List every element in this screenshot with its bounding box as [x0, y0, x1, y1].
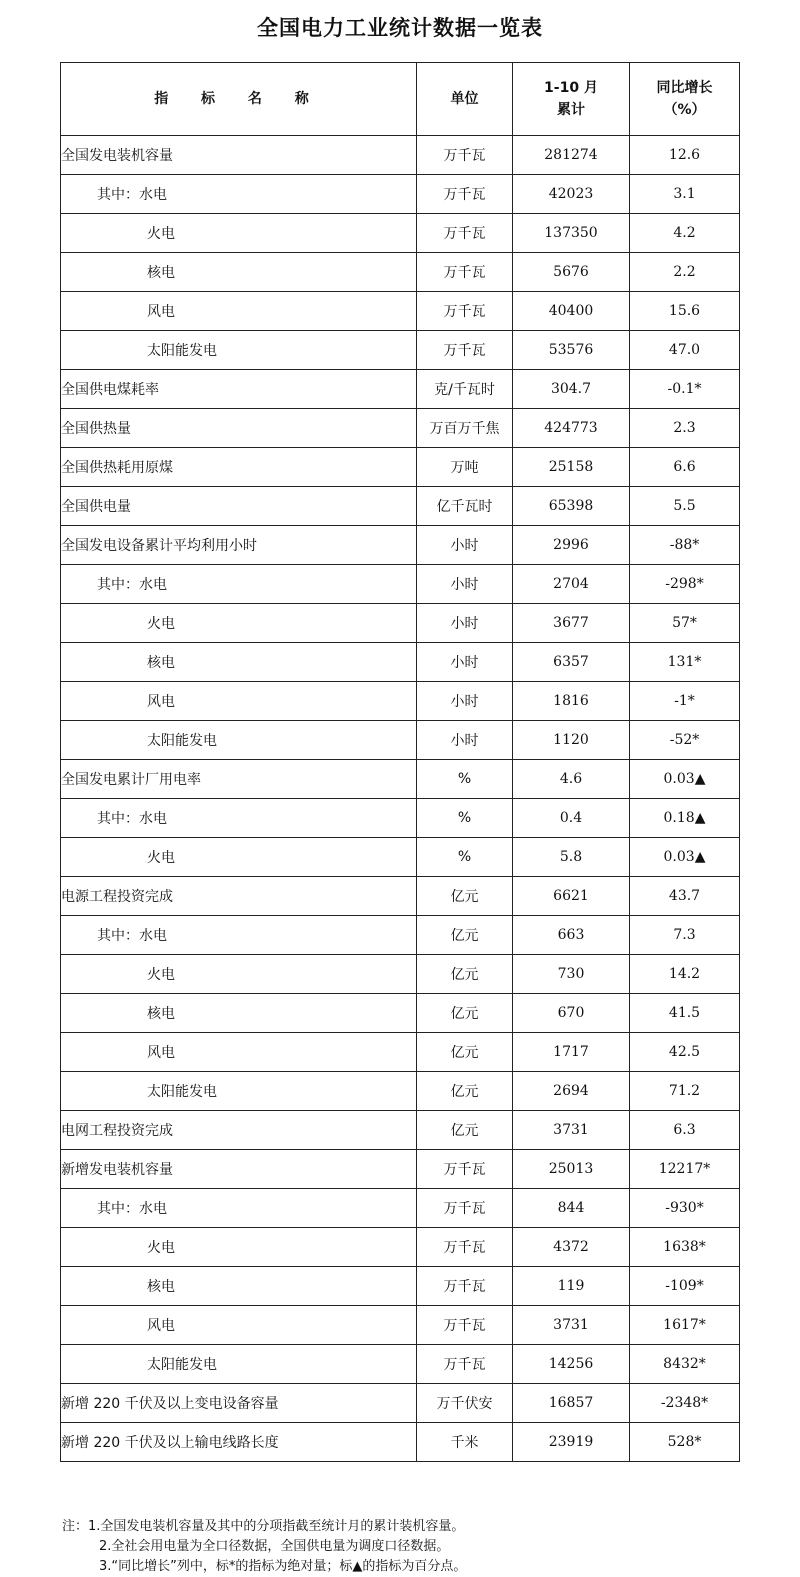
- unit-cell: 克/千瓦时: [417, 370, 513, 409]
- indicator-name-cell: 其中：水电: [61, 799, 417, 838]
- table-header-row: [61, 63, 740, 136]
- unit-cell: 万吨: [417, 448, 513, 487]
- cumulative-value-cell: 2704: [513, 565, 630, 604]
- unit-cell: 亿元: [417, 994, 513, 1033]
- table-row: [61, 1111, 740, 1150]
- cumulative-value-cell: 65398: [513, 487, 630, 526]
- header-cumulative-period: 1-10 月: [544, 80, 598, 96]
- table-row: [61, 175, 740, 214]
- unit-cell: 亿元: [417, 1111, 513, 1150]
- indicator-name-cell: 全国供热量: [61, 409, 417, 448]
- unit-cell: 万千瓦: [417, 175, 513, 214]
- indicator-name-cell: 太阳能发电: [61, 1345, 417, 1384]
- statistics-table: [60, 62, 740, 1462]
- unit-cell: 万千瓦: [417, 1150, 513, 1189]
- growth-value-cell: 43.7: [630, 877, 740, 916]
- table-row: [61, 682, 740, 721]
- table-row: [61, 799, 740, 838]
- unit-cell: 小时: [417, 682, 513, 721]
- growth-value-cell: 14.2: [630, 955, 740, 994]
- unit-cell: 亿千瓦时: [417, 487, 513, 526]
- unit-cell: 万千伏安: [417, 1384, 513, 1423]
- unit-cell: %: [417, 838, 513, 877]
- indicator-name-cell: 其中：水电: [61, 175, 417, 214]
- indicator-name-cell: 火电: [61, 838, 417, 877]
- table-row: [61, 877, 740, 916]
- table-row: [61, 1189, 740, 1228]
- footnotes: [62, 1517, 782, 1577]
- cumulative-value-cell: 1717: [513, 1033, 630, 1072]
- growth-value-cell: -88*: [630, 526, 740, 565]
- cumulative-value-cell: 3731: [513, 1111, 630, 1150]
- unit-cell: 万千瓦: [417, 292, 513, 331]
- unit-cell: 亿元: [417, 916, 513, 955]
- table-row: [61, 1306, 740, 1345]
- table-row: [61, 370, 740, 409]
- unit-cell: 万千瓦: [417, 331, 513, 370]
- cumulative-value-cell: 6357: [513, 643, 630, 682]
- table-row: [61, 409, 740, 448]
- cumulative-value-cell: 670: [513, 994, 630, 1033]
- table-row: [61, 448, 740, 487]
- unit-cell: 万千瓦: [417, 1345, 513, 1384]
- table-row: [61, 955, 740, 994]
- header-cumulative: [513, 63, 630, 136]
- unit-cell: 亿元: [417, 1072, 513, 1111]
- footnote-2: 2.全社会用电量为全口径数据，全国供电量为调度口径数据。: [99, 1539, 450, 1554]
- growth-value-cell: -109*: [630, 1267, 740, 1306]
- cumulative-value-cell: 304.7: [513, 370, 630, 409]
- footnote-3: 3.“同比增长”列中，标*的指标为绝对量；标▲的指标为百分点。: [99, 1559, 467, 1574]
- unit-cell: 小时: [417, 604, 513, 643]
- growth-value-cell: 42.5: [630, 1033, 740, 1072]
- indicator-name-cell: 风电: [61, 1033, 417, 1072]
- indicator-name-cell: 核电: [61, 253, 417, 292]
- growth-value-cell: 12217*: [630, 1150, 740, 1189]
- unit-cell: 万千瓦: [417, 214, 513, 253]
- cumulative-value-cell: 3731: [513, 1306, 630, 1345]
- indicator-name-cell: 全国供电量: [61, 487, 417, 526]
- cumulative-value-cell: 25158: [513, 448, 630, 487]
- unit-cell: 万千瓦: [417, 1228, 513, 1267]
- growth-value-cell: 0.03▲: [630, 760, 740, 799]
- cumulative-value-cell: 424773: [513, 409, 630, 448]
- growth-value-cell: -2348*: [630, 1384, 740, 1423]
- table-row: [61, 1345, 740, 1384]
- indicator-name-cell: 电源工程投资完成: [61, 877, 417, 916]
- cumulative-value-cell: 663: [513, 916, 630, 955]
- table-row: [61, 994, 740, 1033]
- indicator-name-cell: 新增 220 千伏及以上变电设备容量: [61, 1384, 417, 1423]
- unit-cell: 万千瓦: [417, 253, 513, 292]
- indicator-name-cell: 新增发电装机容量: [61, 1150, 417, 1189]
- growth-value-cell: -52*: [630, 721, 740, 760]
- unit-cell: 万千瓦: [417, 1306, 513, 1345]
- table-row: [61, 1150, 740, 1189]
- cumulative-value-cell: 6621: [513, 877, 630, 916]
- indicator-name-cell: 核电: [61, 994, 417, 1033]
- growth-value-cell: 57*: [630, 604, 740, 643]
- growth-value-cell: 1617*: [630, 1306, 740, 1345]
- header-unit: 单位: [417, 63, 513, 136]
- cumulative-value-cell: 14256: [513, 1345, 630, 1384]
- growth-value-cell: 131*: [630, 643, 740, 682]
- page-title: 全国电力工业统计数据一览表: [257, 16, 543, 40]
- unit-cell: 亿元: [417, 955, 513, 994]
- unit-cell: %: [417, 799, 513, 838]
- growth-value-cell: 1638*: [630, 1228, 740, 1267]
- indicator-name-cell: 核电: [61, 1267, 417, 1306]
- table-row: [61, 604, 740, 643]
- growth-value-cell: 6.3: [630, 1111, 740, 1150]
- table-row: [61, 760, 740, 799]
- indicator-name-cell: 其中：水电: [61, 565, 417, 604]
- growth-value-cell: -930*: [630, 1189, 740, 1228]
- growth-value-cell: 4.2: [630, 214, 740, 253]
- unit-cell: 小时: [417, 643, 513, 682]
- cumulative-value-cell: 1120: [513, 721, 630, 760]
- header-growth-unit: （%）: [663, 102, 706, 118]
- table-row: [61, 487, 740, 526]
- table-row: [61, 643, 740, 682]
- indicator-name-cell: 火电: [61, 214, 417, 253]
- indicator-name-cell: 风电: [61, 1306, 417, 1345]
- cumulative-value-cell: 281274: [513, 136, 630, 175]
- cumulative-value-cell: 2694: [513, 1072, 630, 1111]
- cumulative-value-cell: 53576: [513, 331, 630, 370]
- header-growth: [630, 63, 740, 136]
- indicator-name-cell: 太阳能发电: [61, 331, 417, 370]
- table-row: [61, 1384, 740, 1423]
- table-row: [61, 838, 740, 877]
- growth-value-cell: 6.6: [630, 448, 740, 487]
- growth-value-cell: 0.18▲: [630, 799, 740, 838]
- indicator-name-cell: 新增 220 千伏及以上输电线路长度: [61, 1423, 417, 1462]
- cumulative-value-cell: 119: [513, 1267, 630, 1306]
- growth-value-cell: 2.2: [630, 253, 740, 292]
- unit-cell: 万百万千焦: [417, 409, 513, 448]
- table-row: [61, 253, 740, 292]
- indicator-name-cell: 全国供热耗用原煤: [61, 448, 417, 487]
- growth-value-cell: 7.3: [630, 916, 740, 955]
- growth-value-cell: 3.1: [630, 175, 740, 214]
- cumulative-value-cell: 16857: [513, 1384, 630, 1423]
- header-growth-label: 同比增长: [656, 80, 713, 96]
- indicator-name-cell: 其中：水电: [61, 916, 417, 955]
- table-row: [61, 331, 740, 370]
- indicator-name-cell: 火电: [61, 955, 417, 994]
- cumulative-value-cell: 23919: [513, 1423, 630, 1462]
- cumulative-value-cell: 4.6: [513, 760, 630, 799]
- growth-value-cell: 12.6: [630, 136, 740, 175]
- unit-cell: 小时: [417, 721, 513, 760]
- cumulative-value-cell: 40400: [513, 292, 630, 331]
- cumulative-value-cell: 42023: [513, 175, 630, 214]
- table-row: [61, 1228, 740, 1267]
- indicator-name-cell: 风电: [61, 682, 417, 721]
- table-row: [61, 1267, 740, 1306]
- unit-cell: 亿元: [417, 877, 513, 916]
- cumulative-value-cell: 0.4: [513, 799, 630, 838]
- cumulative-value-cell: 5.8: [513, 838, 630, 877]
- growth-value-cell: 71.2: [630, 1072, 740, 1111]
- table-row: [61, 1423, 740, 1462]
- cumulative-value-cell: 5676: [513, 253, 630, 292]
- growth-value-cell: 2.3: [630, 409, 740, 448]
- unit-cell: 万千瓦: [417, 1267, 513, 1306]
- indicator-name-cell: 火电: [61, 1228, 417, 1267]
- unit-cell: 小时: [417, 565, 513, 604]
- unit-cell: 小时: [417, 526, 513, 565]
- growth-value-cell: 47.0: [630, 331, 740, 370]
- indicator-name-cell: 全国发电装机容量: [61, 136, 417, 175]
- cumulative-value-cell: 844: [513, 1189, 630, 1228]
- cumulative-value-cell: 137350: [513, 214, 630, 253]
- unit-cell: 万千瓦: [417, 1189, 513, 1228]
- indicator-name-cell: 太阳能发电: [61, 1072, 417, 1111]
- table-row: [61, 214, 740, 253]
- growth-value-cell: -298*: [630, 565, 740, 604]
- indicator-name-cell: 电网工程投资完成: [61, 1111, 417, 1150]
- indicator-name-cell: 其中：水电: [61, 1189, 417, 1228]
- growth-value-cell: 5.5: [630, 487, 740, 526]
- indicator-name-cell: 太阳能发电: [61, 721, 417, 760]
- header-cumulative-label: 累计: [557, 102, 585, 118]
- growth-value-cell: 0.03▲: [630, 838, 740, 877]
- table-row: [61, 565, 740, 604]
- indicator-name-cell: 全国发电设备累计平均利用小时: [61, 526, 417, 565]
- growth-value-cell: 528*: [630, 1423, 740, 1462]
- header-indicator-name: 指 标 名 称: [61, 63, 417, 136]
- growth-value-cell: 15.6: [630, 292, 740, 331]
- cumulative-value-cell: 2996: [513, 526, 630, 565]
- table-body: [61, 136, 740, 1462]
- table-row: [61, 1033, 740, 1072]
- growth-value-cell: -0.1*: [630, 370, 740, 409]
- cumulative-value-cell: 1816: [513, 682, 630, 721]
- table-row: [61, 916, 740, 955]
- table-row: [61, 292, 740, 331]
- table-row: [61, 136, 740, 175]
- indicator-name-cell: 风电: [61, 292, 417, 331]
- unit-cell: 万千瓦: [417, 136, 513, 175]
- indicator-name-cell: 核电: [61, 643, 417, 682]
- table-row: [61, 526, 740, 565]
- cumulative-value-cell: 25013: [513, 1150, 630, 1189]
- footnote-1: 注：1.全国发电装机容量及其中的分项指截至统计月的累计装机容量。: [62, 1519, 465, 1534]
- cumulative-value-cell: 4372: [513, 1228, 630, 1267]
- cumulative-value-cell: 730: [513, 955, 630, 994]
- indicator-name-cell: 全国发电累计厂用电率: [61, 760, 417, 799]
- growth-value-cell: 41.5: [630, 994, 740, 1033]
- unit-cell: 千米: [417, 1423, 513, 1462]
- unit-cell: 亿元: [417, 1033, 513, 1072]
- unit-cell: %: [417, 760, 513, 799]
- indicator-name-cell: 全国供电煤耗率: [61, 370, 417, 409]
- growth-value-cell: -1*: [630, 682, 740, 721]
- cumulative-value-cell: 3677: [513, 604, 630, 643]
- table-row: [61, 721, 740, 760]
- table-row: [61, 1072, 740, 1111]
- indicator-name-cell: 火电: [61, 604, 417, 643]
- growth-value-cell: 8432*: [630, 1345, 740, 1384]
